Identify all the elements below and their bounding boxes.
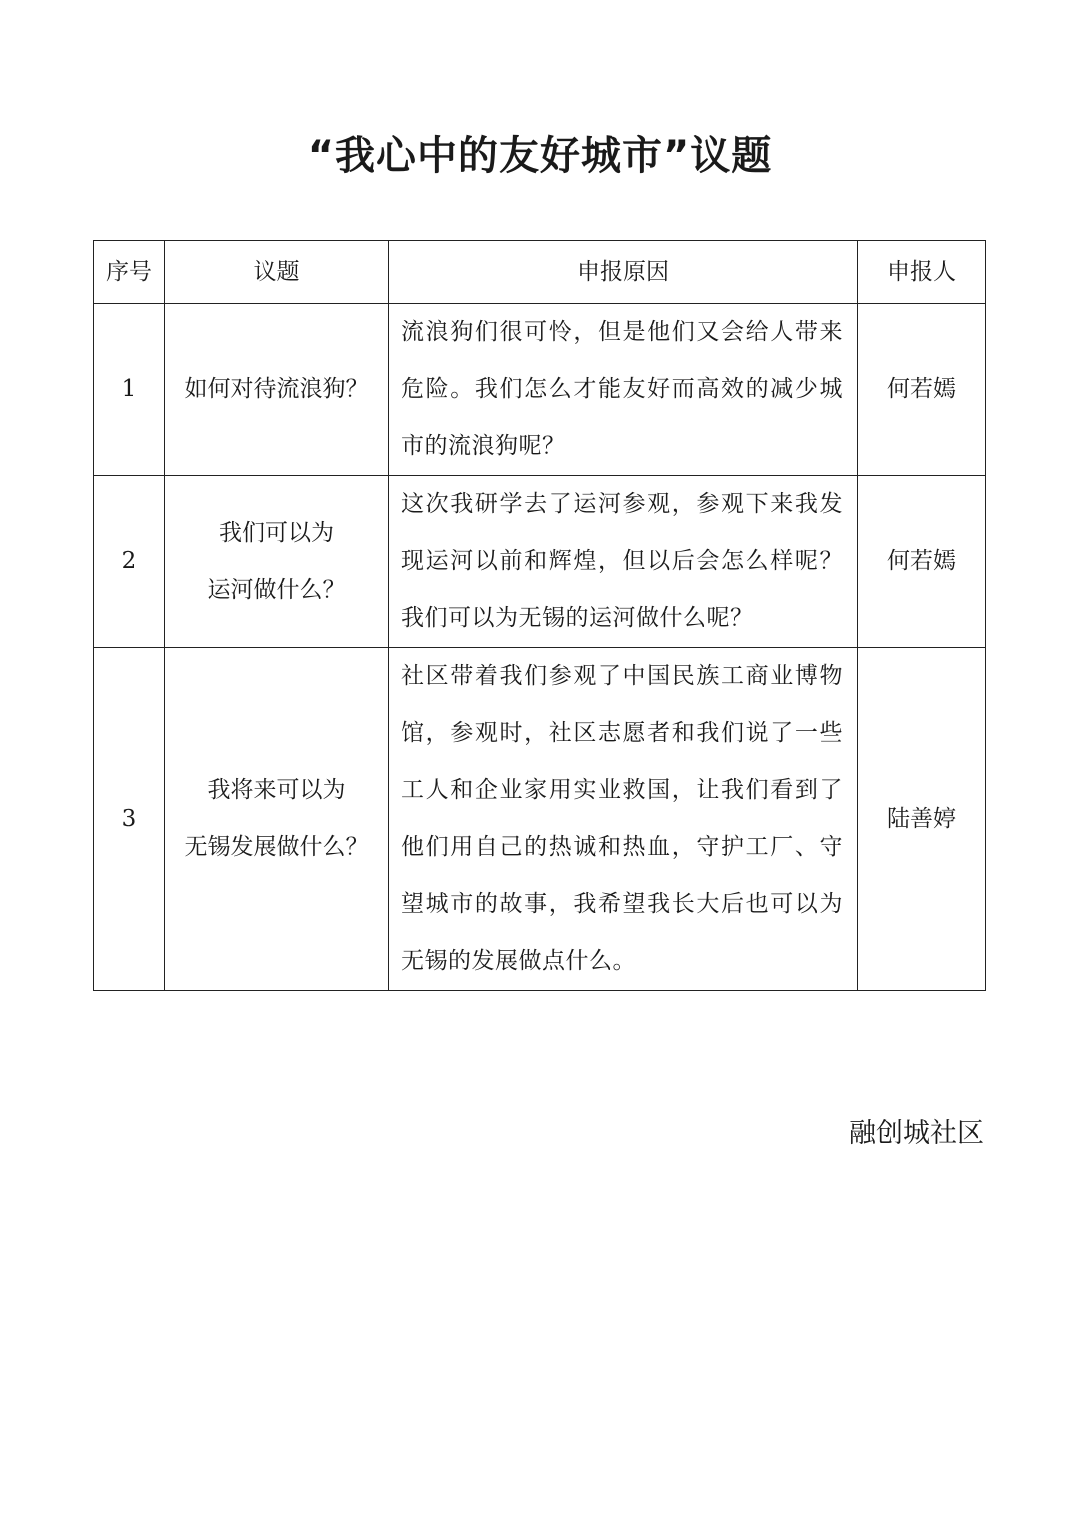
row-number: 1 bbox=[94, 304, 165, 476]
row-topic bbox=[165, 648, 389, 991]
header-no: 序号 bbox=[94, 241, 165, 304]
table-row bbox=[94, 648, 986, 991]
row-person: 陆善婷 bbox=[858, 648, 986, 991]
signature-community: 融创城社区 bbox=[849, 1118, 984, 1149]
row-topic-line: 我将来可以为 bbox=[207, 777, 346, 803]
table-row bbox=[94, 476, 986, 648]
row-topic-line: 无锡发展做什么？ bbox=[184, 834, 369, 860]
row-reason: 社区带着我们参观了中国民族工商业博物馆，参观时，社区志愿者和我们说了一些工人和企业家用实业救国，让我们看到了他们用自己的热诚和热血，守护工厂、守望城市的故事，我希望我长大后也可以为无锡的发展做点什么。 bbox=[389, 648, 858, 991]
row-topic-line: 我们可以为 bbox=[219, 519, 334, 546]
header-person: 申报人 bbox=[858, 241, 986, 304]
row-reason: 这次我研学去了运河参观，参观下来我发现运河以前和辉煌，但以后会怎么样呢？我们可以为无锡的运河做什么呢？ bbox=[389, 476, 858, 648]
table-header-row bbox=[94, 241, 986, 304]
row-reason: 流浪狗们很可怜，但是他们又会给人带来危险。我们怎么才能友好而高效的减少城市的流浪狗呢？ bbox=[389, 304, 858, 476]
header-topic: 议题 bbox=[165, 241, 389, 304]
topics-table bbox=[93, 240, 986, 991]
row-topic bbox=[165, 304, 389, 476]
row-topic-line: 如何对待流浪狗？ bbox=[184, 376, 369, 402]
row-topic bbox=[165, 476, 389, 648]
row-number: 2 bbox=[94, 476, 165, 648]
row-topic-line: 运河做什么？ bbox=[207, 576, 346, 603]
table-row bbox=[94, 304, 986, 476]
row-person: 何若嫣 bbox=[858, 304, 986, 476]
row-number: 3 bbox=[94, 648, 165, 991]
document-title: “我心中的友好城市”议题 bbox=[307, 133, 773, 179]
header-reason: 申报原因 bbox=[389, 241, 858, 304]
row-person: 何若嫣 bbox=[858, 476, 986, 648]
